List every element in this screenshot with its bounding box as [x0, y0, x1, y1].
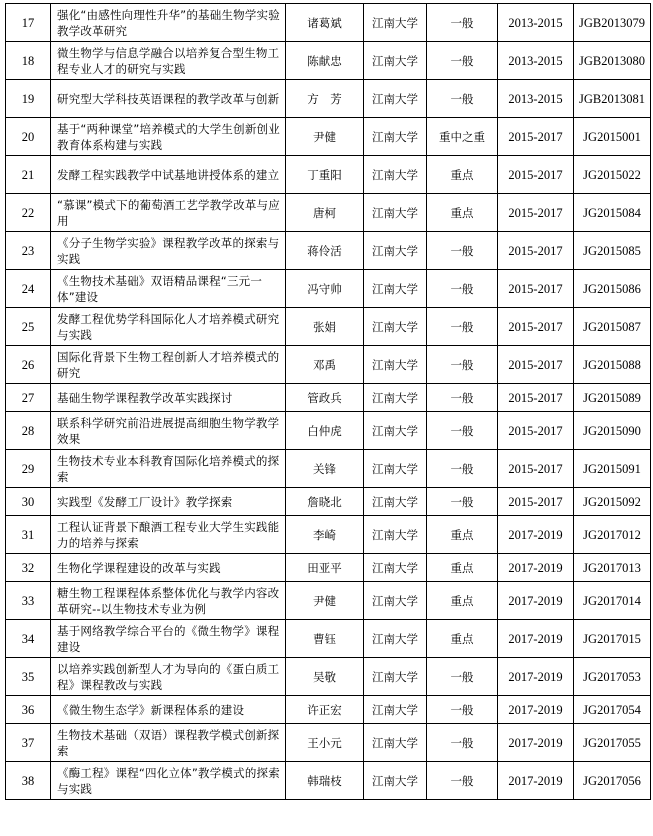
project-code: JG2015089 [574, 384, 651, 412]
project-period: 2017-2019 [498, 762, 574, 800]
table-row [6, 308, 651, 346]
project-period: 2017-2019 [498, 696, 574, 724]
project-title: 《酶工程》课程“四化立体”教学模式的探索与实践 [51, 762, 286, 800]
table-row [6, 450, 651, 488]
project-leader: 蒋伶活 [286, 232, 364, 270]
row-number: 30 [6, 488, 51, 516]
project-level: 一般 [427, 762, 498, 800]
project-leader: 许正宏 [286, 696, 364, 724]
table-row [6, 232, 651, 270]
project-code: JG2017013 [574, 554, 651, 582]
project-leader: 李崎 [286, 516, 364, 554]
table-row [6, 346, 651, 384]
table-row [6, 384, 651, 412]
project-leader: 陈献忠 [286, 42, 364, 80]
project-title: 联系科学研究前沿进展提高细胞生物学教学效果 [51, 412, 286, 450]
table-row [6, 762, 651, 800]
project-leader: 丁重阳 [286, 156, 364, 194]
project-level: 一般 [427, 4, 498, 42]
project-level: 重点 [427, 620, 498, 658]
project-code: JG2015022 [574, 156, 651, 194]
project-level: 重点 [427, 194, 498, 232]
project-title: 基础生物学课程教学改革实践探讨 [51, 384, 286, 412]
row-number: 26 [6, 346, 51, 384]
project-period: 2017-2019 [498, 582, 574, 620]
project-code: JGB2013080 [574, 42, 651, 80]
table-row [6, 4, 651, 42]
table-row [6, 516, 651, 554]
project-code: JGB2013079 [574, 4, 651, 42]
project-level: 一般 [427, 80, 498, 118]
project-unit: 江南大学 [364, 450, 427, 488]
project-leader: 邓禹 [286, 346, 364, 384]
project-unit: 江南大学 [364, 80, 427, 118]
row-number: 34 [6, 620, 51, 658]
project-leader: 韩瑞枝 [286, 762, 364, 800]
project-title: 国际化背景下生物工程创新人才培养模式的研究 [51, 346, 286, 384]
project-leader: 诸葛斌 [286, 4, 364, 42]
project-code: JG2015086 [574, 270, 651, 308]
project-period: 2013-2015 [498, 42, 574, 80]
project-unit: 江南大学 [364, 308, 427, 346]
project-level: 重点 [427, 554, 498, 582]
row-number: 36 [6, 696, 51, 724]
row-number: 33 [6, 582, 51, 620]
project-level: 一般 [427, 488, 498, 516]
project-title: 工程认证背景下酿酒工程专业大学生实践能力的培养与探索 [51, 516, 286, 554]
project-leader: 冯守帅 [286, 270, 364, 308]
row-number: 27 [6, 384, 51, 412]
project-level: 一般 [427, 412, 498, 450]
project-period: 2015-2017 [498, 450, 574, 488]
project-table [5, 3, 651, 800]
project-period: 2017-2019 [498, 724, 574, 762]
project-code: JG2017053 [574, 658, 651, 696]
row-number: 31 [6, 516, 51, 554]
row-number: 21 [6, 156, 51, 194]
table-body [6, 4, 651, 800]
table-row [6, 582, 651, 620]
project-title: 《微生物生态学》新课程体系的建设 [51, 696, 286, 724]
project-leader: 张娟 [286, 308, 364, 346]
project-unit: 江南大学 [364, 696, 427, 724]
project-period: 2015-2017 [498, 346, 574, 384]
table-row [6, 118, 651, 156]
project-code: JG2017056 [574, 762, 651, 800]
table-row [6, 42, 651, 80]
project-code: JG2017055 [574, 724, 651, 762]
project-period: 2015-2017 [498, 488, 574, 516]
project-leader: 田亚平 [286, 554, 364, 582]
project-code: JG2015001 [574, 118, 651, 156]
project-period: 2017-2019 [498, 658, 574, 696]
project-level: 一般 [427, 658, 498, 696]
project-period: 2013-2015 [498, 80, 574, 118]
project-period: 2015-2017 [498, 270, 574, 308]
project-unit: 江南大学 [364, 42, 427, 80]
project-period: 2015-2017 [498, 412, 574, 450]
row-number: 38 [6, 762, 51, 800]
project-unit: 江南大学 [364, 658, 427, 696]
project-leader: 方 芳 [286, 80, 364, 118]
project-title: 基于网络教学综合平台的《微生物学》课程建设 [51, 620, 286, 658]
project-unit: 江南大学 [364, 488, 427, 516]
project-level: 一般 [427, 724, 498, 762]
project-level: 一般 [427, 232, 498, 270]
project-leader: 曹钰 [286, 620, 364, 658]
project-title: 实践型《发酵工厂设计》教学探索 [51, 488, 286, 516]
project-unit: 江南大学 [364, 156, 427, 194]
project-leader: 唐柯 [286, 194, 364, 232]
project-period: 2015-2017 [498, 194, 574, 232]
row-number: 22 [6, 194, 51, 232]
project-level: 一般 [427, 384, 498, 412]
project-unit: 江南大学 [364, 762, 427, 800]
project-unit: 江南大学 [364, 620, 427, 658]
project-title: 生物技术专业本科教育国际化培养模式的探索 [51, 450, 286, 488]
project-title: 微生物学与信息学融合以培养复合型生物工程专业人才的研究与实践 [51, 42, 286, 80]
project-title: 生物化学课程建设的改革与实践 [51, 554, 286, 582]
project-unit: 江南大学 [364, 516, 427, 554]
project-code: JG2015092 [574, 488, 651, 516]
project-level: 一般 [427, 450, 498, 488]
project-period: 2013-2015 [498, 4, 574, 42]
project-unit: 江南大学 [364, 4, 427, 42]
project-period: 2017-2019 [498, 554, 574, 582]
project-period: 2015-2017 [498, 308, 574, 346]
project-title: 强化“由感性向理性升华”的基础生物学实验教学改革研究 [51, 4, 286, 42]
project-code: JG2015087 [574, 308, 651, 346]
row-number: 28 [6, 412, 51, 450]
row-number: 17 [6, 4, 51, 42]
project-title: 以培养实践创新型人才为导向的《蛋白质工程》课程教改与实践 [51, 658, 286, 696]
row-number: 35 [6, 658, 51, 696]
row-number: 37 [6, 724, 51, 762]
row-number: 18 [6, 42, 51, 80]
table-row [6, 270, 651, 308]
table-row [6, 412, 651, 450]
project-period: 2017-2019 [498, 516, 574, 554]
project-title: 发酵工程实践教学中试基地讲授体系的建立 [51, 156, 286, 194]
project-level: 一般 [427, 42, 498, 80]
project-title: 糖生物工程课程体系整体优化与教学内容改革研究--以生物技术专业为例 [51, 582, 286, 620]
table-row [6, 194, 651, 232]
project-title: 研究型大学科技英语课程的教学改革与创新 [51, 80, 286, 118]
project-code: JG2015091 [574, 450, 651, 488]
project-unit: 江南大学 [364, 118, 427, 156]
row-number: 32 [6, 554, 51, 582]
row-number: 23 [6, 232, 51, 270]
project-period: 2017-2019 [498, 620, 574, 658]
project-period: 2015-2017 [498, 384, 574, 412]
row-number: 19 [6, 80, 51, 118]
project-level: 重点 [427, 516, 498, 554]
project-code: JG2015090 [574, 412, 651, 450]
project-unit: 江南大学 [364, 384, 427, 412]
table-row [6, 658, 651, 696]
project-leader: 白仲虎 [286, 412, 364, 450]
project-leader: 吴敬 [286, 658, 364, 696]
project-unit: 江南大学 [364, 194, 427, 232]
table-row [6, 696, 651, 724]
project-level: 一般 [427, 308, 498, 346]
project-title: 基于“两种课堂”培养模式的大学生创新创业教育体系构建与实践 [51, 118, 286, 156]
project-code: JG2017054 [574, 696, 651, 724]
project-leader: 尹健 [286, 582, 364, 620]
project-title: 《分子生物学实验》课程教学改革的探索与实践 [51, 232, 286, 270]
project-level: 重点 [427, 156, 498, 194]
project-level: 一般 [427, 346, 498, 384]
project-leader: 关锋 [286, 450, 364, 488]
row-number: 20 [6, 118, 51, 156]
row-number: 29 [6, 450, 51, 488]
project-unit: 江南大学 [364, 270, 427, 308]
table-row [6, 80, 651, 118]
project-title: 《生物技术基础》双语精品课程“三元一体”建设 [51, 270, 286, 308]
project-leader: 管政兵 [286, 384, 364, 412]
project-level: 重中之重 [427, 118, 498, 156]
project-code: JG2017014 [574, 582, 651, 620]
project-title: 发酵工程优势学科国际化人才培养模式研究与实践 [51, 308, 286, 346]
row-number: 24 [6, 270, 51, 308]
project-code: JG2017012 [574, 516, 651, 554]
project-leader: 尹健 [286, 118, 364, 156]
project-title: “慕课”模式下的葡萄酒工艺学教学改革与应用 [51, 194, 286, 232]
project-unit: 江南大学 [364, 346, 427, 384]
project-code: JG2015085 [574, 232, 651, 270]
project-unit: 江南大学 [364, 232, 427, 270]
table-row [6, 488, 651, 516]
project-code: JG2017015 [574, 620, 651, 658]
project-unit: 江南大学 [364, 582, 427, 620]
project-unit: 江南大学 [364, 554, 427, 582]
table-row [6, 156, 651, 194]
table-row [6, 554, 651, 582]
project-period: 2015-2017 [498, 232, 574, 270]
row-number: 25 [6, 308, 51, 346]
project-period: 2015-2017 [498, 118, 574, 156]
project-level: 一般 [427, 696, 498, 724]
project-level: 重点 [427, 582, 498, 620]
project-period: 2015-2017 [498, 156, 574, 194]
project-unit: 江南大学 [364, 724, 427, 762]
table-row [6, 620, 651, 658]
project-code: JG2015084 [574, 194, 651, 232]
project-level: 一般 [427, 270, 498, 308]
project-leader: 詹晓北 [286, 488, 364, 516]
project-code: JGB2013081 [574, 80, 651, 118]
project-unit: 江南大学 [364, 412, 427, 450]
project-leader: 王小元 [286, 724, 364, 762]
table-row [6, 724, 651, 762]
project-code: JG2015088 [574, 346, 651, 384]
project-title: 生物技术基础（双语）课程教学模式创新探索 [51, 724, 286, 762]
